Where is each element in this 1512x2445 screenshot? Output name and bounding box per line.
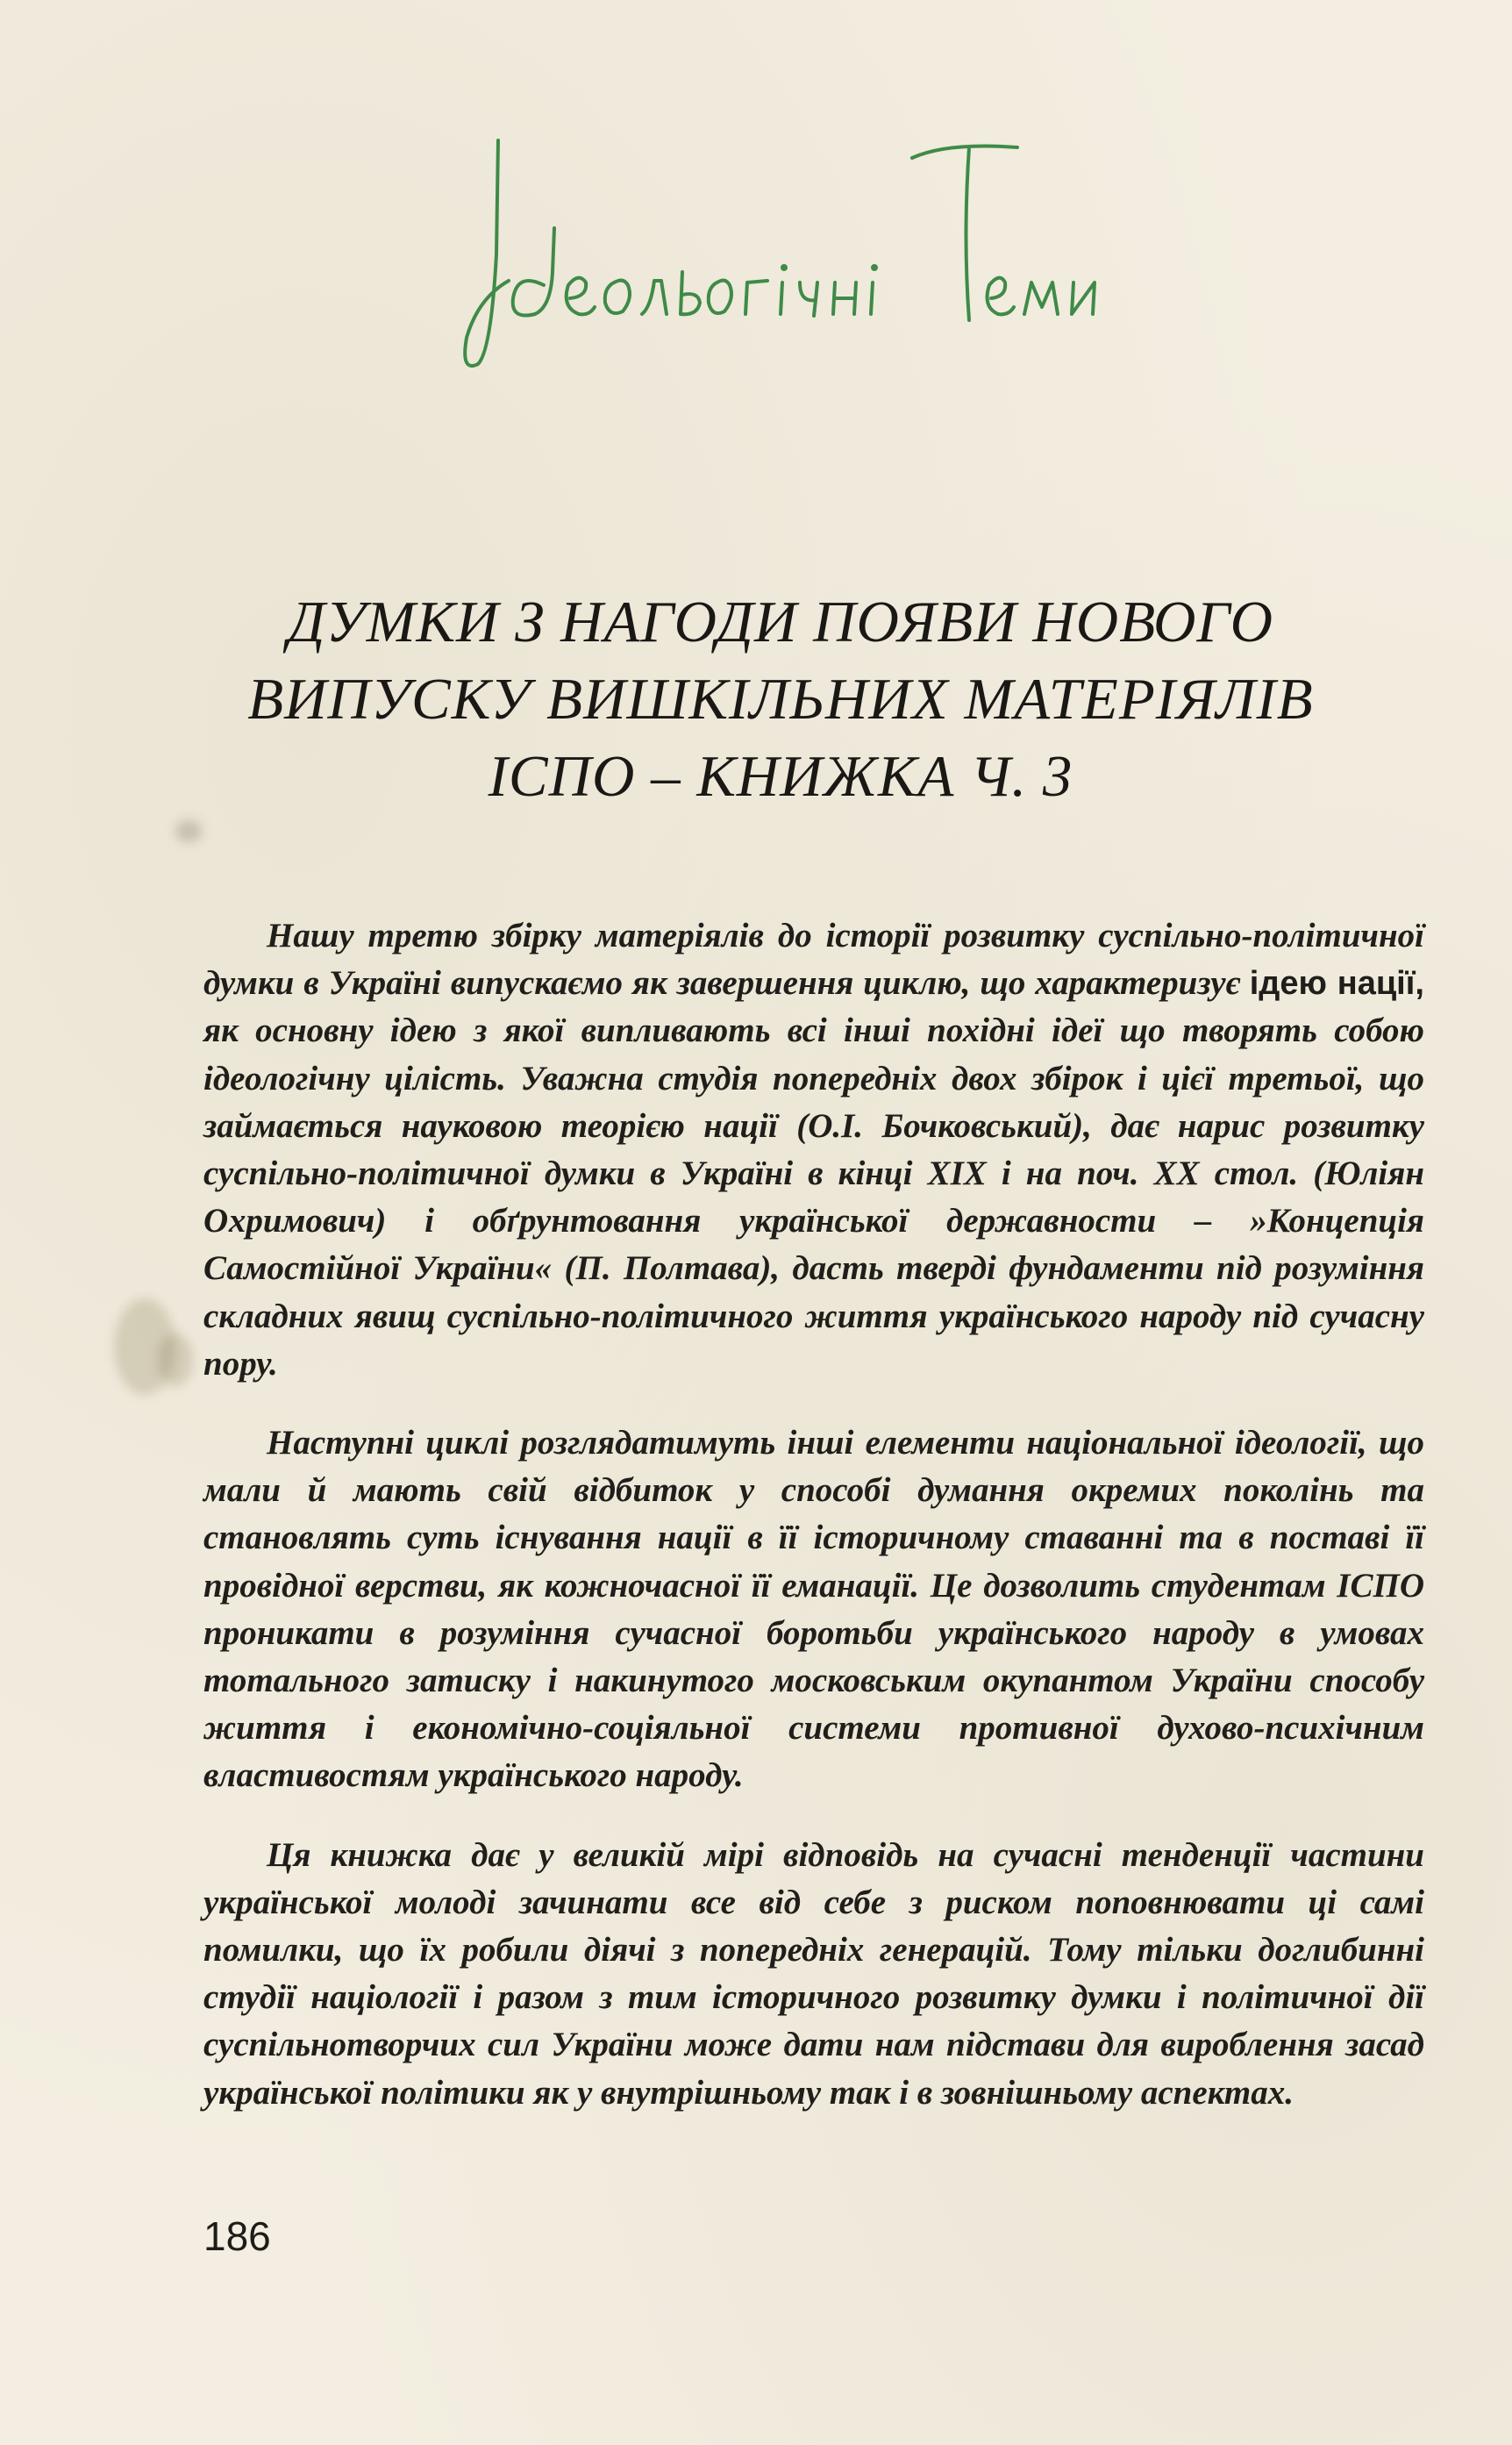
paper-stain [158, 1333, 193, 1386]
paragraph-2: Наступні циклі розглядатимуть інші елементи національної ідеології, що мали й мають свій відбиток у способі думання окремих поколінь та становлять суть існування нації в її історичному ставанні та в поставі її провідної верстви, як кожночасної її еманації. Це дозволить студентам ІСПО проникати в розуміння сучасної боротьби українського народу в умовах тотального затиску і накинутого московським окупантом України способу життя і економічно-соціяльної системи противної духово-психічним властивостям українського народу. [203, 1424, 1424, 1795]
paragraph-1-text-before: Нашу третю збірку матеріялів до історії розвитку суспільно-політичної думки в Україні випускаємо як завершення циклю, що характеризує [203, 917, 1424, 1003]
article-title-line-2: ВИПУСКУ ВИШКІЛЬНИХ МАТЕРІЯЛІВ [247, 667, 1314, 732]
article-body [203, 912, 1424, 2148]
paragraph-3: Ця книжка дає у великій мірі відповідь на сучасні тенденції частини української молоді зачинати все від себе з риском поповнювати ці самі помилки, що їх робили діячі з попередніх генерацій. Тому тільки доглибинні студії націології і разом з тим історичного розвитку думки і політичної дії суспільнотворчих сил України може дати нам підстави для вироблення засад української політики як у внутрішньому так і в зовнішньому аспектах. [203, 1835, 1424, 2112]
paragraph-1 [203, 912, 1424, 1388]
article-title-line-3: ІСПО – КНИЖКА Ч. 3 [488, 744, 1073, 809]
section-header-glyphs [465, 140, 1095, 366]
paragraph-1-text-after: як основну ідею з якої випливають всі інші похідні ідеї що творять собою ідеологічну цілість. Уважна студія попередніх двох збірок і цієї третьої, що займається науковою теорією нації (О.І. Бочковський), дає нарис розвитку суспільно-політичної думки в Україні в кінці XIX і на поч. XX стол. (Юліян Охримович) і обґрунтовання української державности – »Концепція Самостійної України« (П. Полтава), дасть тверді фундаменти під розуміння складних явищ суспільно-політичного життя українського народу під сучасну пору. [203, 1012, 1424, 1383]
article-title [132, 583, 1430, 815]
section-header [456, 132, 1158, 395]
paragraph-1-emphasis: ідею нації, [1249, 965, 1424, 1003]
page-number: 186 [203, 2213, 271, 2259]
article-title-line-1: ДУМКИ З НАГОДИ ПОЯВИ НОВОГО [288, 590, 1273, 654]
section-header-lettering [456, 132, 1158, 395]
paper-stain [175, 820, 202, 842]
